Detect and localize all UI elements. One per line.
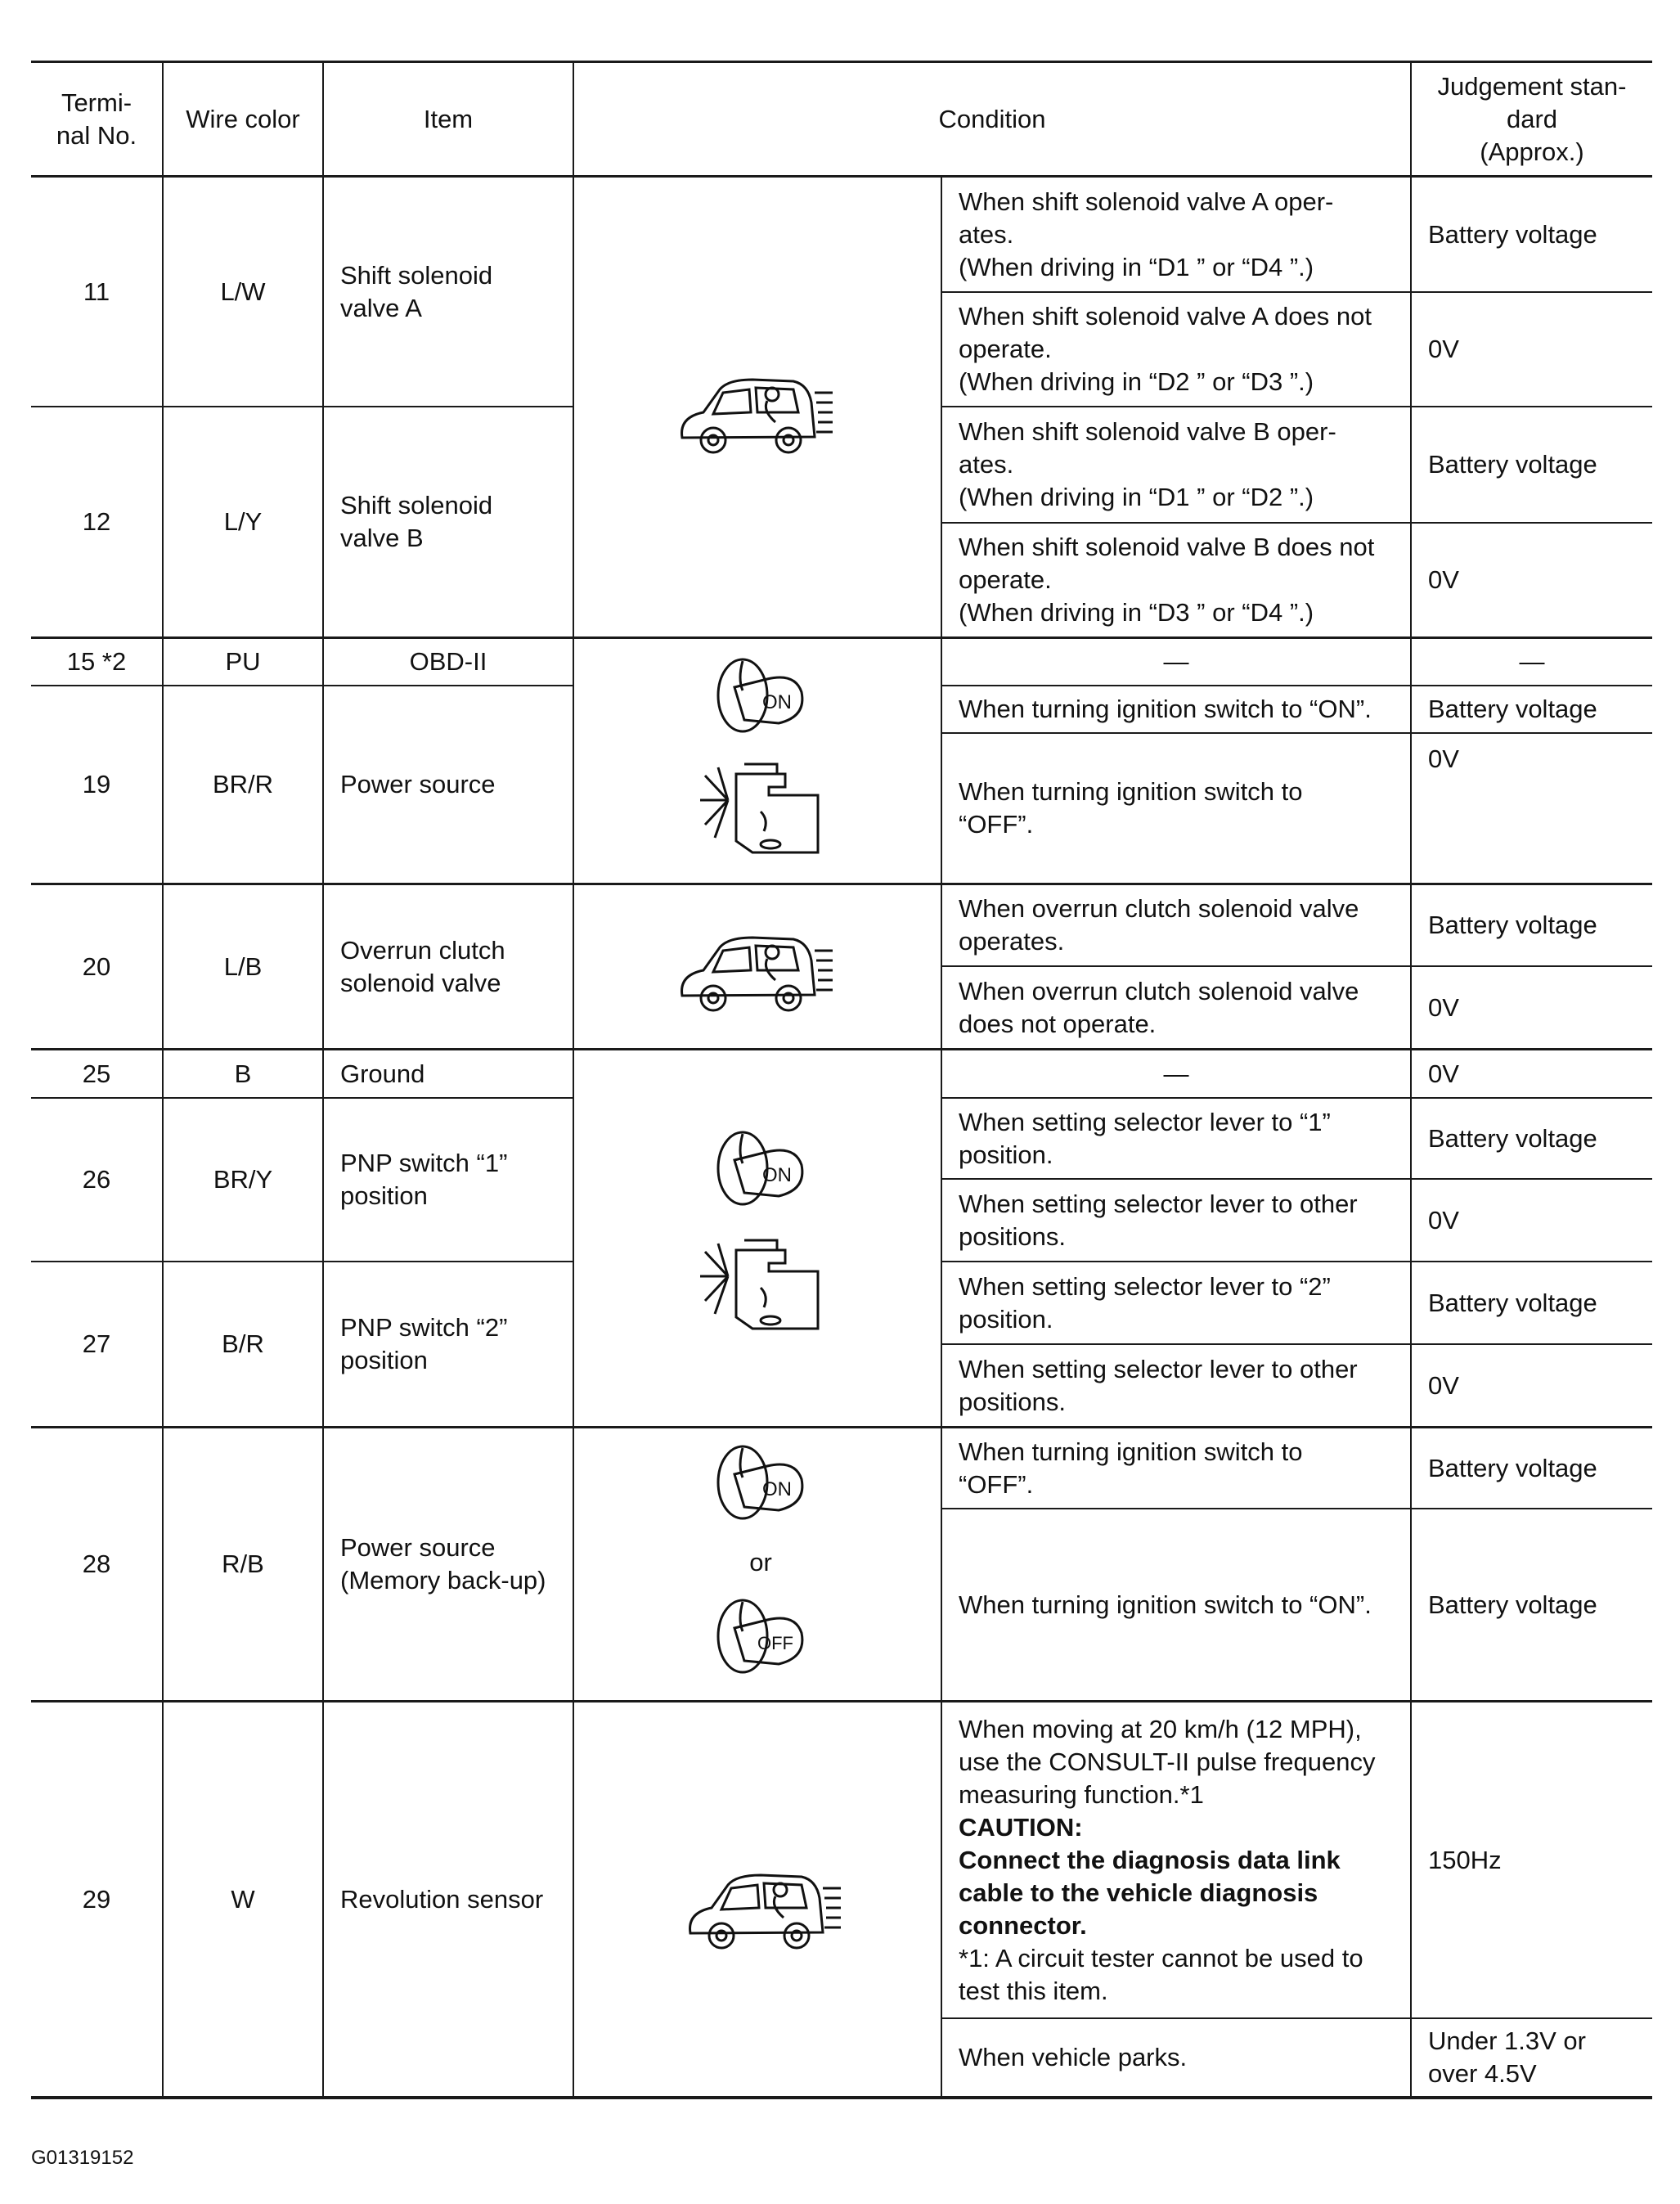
wire-27: B/R	[222, 1329, 264, 1358]
item-12: Shift solenoid valve B	[340, 491, 493, 552]
judgement-25: 0V	[1428, 1059, 1459, 1088]
judgement-11b: 0V	[1428, 335, 1459, 363]
header-terminal: Termi- nal No.	[56, 88, 137, 150]
item-27: PNP switch “2” position	[340, 1313, 508, 1374]
wire-26: BR/Y	[213, 1165, 273, 1194]
terminal-27: 27	[82, 1329, 111, 1358]
wire-15: PU	[225, 647, 261, 676]
condition-15: —	[1163, 647, 1189, 676]
terminal-29: 29	[82, 1884, 111, 1914]
condition-12b: When shift solenoid valve B does not operate. (When driving in “D3 ” or “D4 ”.)	[959, 533, 1375, 627]
item-11: Shift solenoid valve A	[340, 260, 493, 322]
footnote-text: *1: A circuit tester cannot be used to test this item.	[959, 1943, 1363, 2005]
condition-29b: When vehicle parks.	[959, 2043, 1188, 2071]
terminal-25: 25	[82, 1059, 111, 1088]
figure-code: G01319152	[31, 2147, 134, 2169]
header-item: Item	[423, 104, 474, 133]
terminal-19: 19	[82, 770, 111, 798]
item-28: Power source (Memory back-up)	[340, 1533, 546, 1595]
rule	[31, 2096, 1652, 2099]
wire-28: R/B	[222, 1550, 264, 1578]
condition-26a: When setting selector lever to “1” position.	[959, 1107, 1331, 1169]
item-29: Revolution sensor	[340, 1884, 544, 1914]
terminal-15: 15 *2	[66, 647, 127, 676]
condition-20b: When overrun clutch solenoid valve does not operate.	[959, 976, 1359, 1038]
ignition-key-on-icon	[710, 1127, 816, 1209]
condition-28b: When turning ignition switch to “ON”.	[959, 1590, 1372, 1619]
header-judgement: Judgement stan- dard (Approx.)	[1437, 71, 1627, 166]
driving-car-icon	[671, 910, 834, 1020]
condition-11b: When shift solenoid valve A does not operate. (When driving in “D2 ” or “D3 ”.)	[959, 302, 1372, 396]
condition-19a: When turning ignition switch to “ON”.	[959, 695, 1372, 723]
condition-25: —	[1163, 1059, 1189, 1088]
terminal-28: 28	[82, 1550, 111, 1578]
judgement-19a: Battery voltage	[1428, 695, 1597, 723]
judgement-28a: Battery voltage	[1428, 1453, 1597, 1482]
wire-29: W	[231, 1884, 255, 1914]
engine-icon	[695, 1235, 826, 1342]
terminal-12: 12	[82, 507, 111, 536]
judgement-12a: Battery voltage	[1428, 450, 1597, 479]
condition-29a	[942, 1702, 1410, 2017]
header-condition: Condition	[938, 104, 1046, 133]
key-on-label: ON	[762, 1478, 792, 1500]
driving-car-icon	[679, 1847, 842, 1958]
condition-26b: When setting selector lever to other positions.	[959, 1189, 1358, 1251]
terminal-26: 26	[82, 1165, 111, 1194]
ignition-key-on-icon	[710, 654, 816, 736]
key-on-label: ON	[762, 1164, 792, 1186]
judgement-27b: 0V	[1428, 1370, 1459, 1400]
wire-20: L/B	[223, 951, 263, 981]
item-25: Ground	[340, 1059, 425, 1088]
key-on-label: ON	[762, 691, 792, 713]
judgement-11a: Battery voltage	[1428, 219, 1597, 249]
condition-12a: When shift solenoid valve B oper- ates. (When driving in “D1 ” or “D2 ”.)	[959, 417, 1336, 511]
judgement-26b: 0V	[1428, 1205, 1459, 1235]
judgement-29b: Under 1.3V or over 4.5V	[1428, 2026, 1586, 2088]
condition-28a: When turning ignition switch to “OFF”.	[959, 1437, 1303, 1499]
condition-27a: When setting selector lever to “2” position.	[959, 1271, 1331, 1334]
judgement-19b: 0V	[1428, 744, 1459, 773]
wire-25: B	[234, 1059, 252, 1088]
judgement-26a: Battery voltage	[1428, 1123, 1597, 1153]
key-off-label: OFF	[757, 1633, 793, 1653]
item-20: Overrun clutch solenoid valve	[340, 935, 505, 997]
condition-11a: When shift solenoid valve A oper- ates. (When driving in “D1 ” or “D4 ”.)	[959, 187, 1334, 281]
item-15: OBD-II	[409, 647, 487, 676]
wire-11: L/W	[220, 277, 266, 306]
wire-19: BR/R	[212, 770, 274, 798]
condition-20a: When overrun clutch solenoid valve operates.	[959, 894, 1359, 956]
condition-27b: When setting selector lever to other positions.	[959, 1354, 1358, 1416]
condition-19b: When turning ignition switch to “OFF”.	[959, 777, 1303, 839]
caution-text: Connect the diagnosis data link cable to the vehicle diagnosis connector.	[959, 1845, 1341, 1940]
judgement-20b: 0V	[1428, 992, 1459, 1022]
ignition-key-on-icon	[710, 1442, 816, 1523]
wire-12: L/Y	[223, 507, 263, 536]
item-26: PNP switch “1” position	[340, 1149, 508, 1210]
condition-29a-text: When moving at 20 km/h (12 MPH), use the CONSULT-II pulse frequency measuring function.*1	[959, 1714, 1376, 1809]
judgement-12b: 0V	[1428, 565, 1459, 594]
judgement-20a: Battery voltage	[1428, 911, 1597, 939]
item-19: Power source	[340, 770, 496, 798]
terminal-11: 11	[83, 277, 110, 306]
caution-label: CAUTION:	[959, 1812, 1083, 1842]
driving-car-icon	[671, 352, 834, 462]
or-label: or	[749, 1548, 772, 1577]
ignition-key-off-icon	[710, 1595, 816, 1677]
judgement-27a: Battery voltage	[1428, 1288, 1597, 1317]
terminal-20: 20	[82, 951, 111, 981]
judgement-28b: Battery voltage	[1428, 1590, 1597, 1619]
judgement-29a: 150Hz	[1428, 1845, 1502, 1874]
engine-icon	[695, 759, 826, 866]
rule	[573, 61, 574, 2098]
header-wire-color: Wire color	[186, 104, 300, 133]
judgement-15: —	[1519, 647, 1545, 676]
